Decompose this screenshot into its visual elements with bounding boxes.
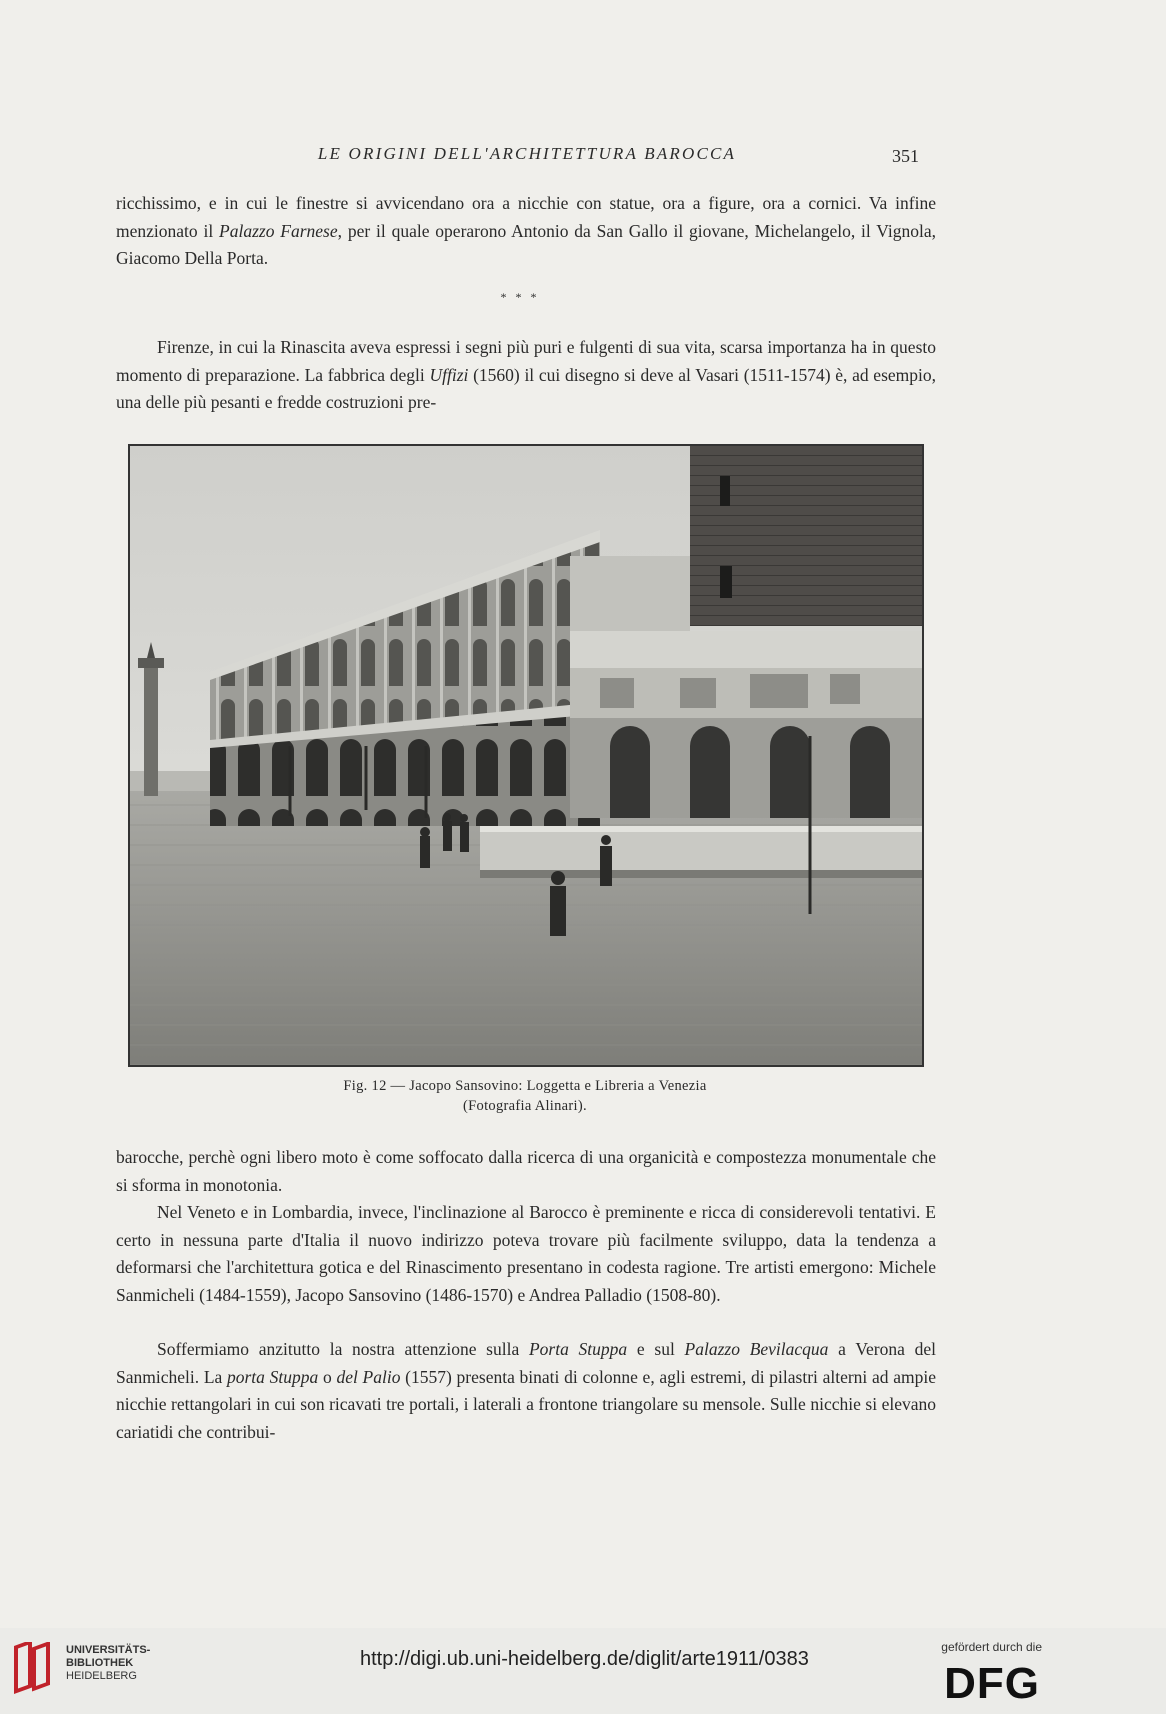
paragraph-2-text-b: (1560) il cui disegno si deve al Vasari (1511-1574) è, ad esempio, una delle più pesanti e fredde costruzioni pre- [116, 364, 937, 412]
viewer-footer [0, 1628, 1166, 1714]
paragraph-1-text-a: ricchissimo, e in cui le finestre si avvicendano ora a nicchie con statue, ora a figure, ora a cornici. Va infine menzionato il [116, 193, 936, 241]
paragraph-5-text-c: a Verona del Sanmicheli. La [116, 1339, 936, 1387]
library-name-line-2: BIBLIOTHEK [66, 1657, 134, 1669]
loggetta-libreria-photo [130, 446, 922, 1065]
library-name-line-1: UNIVERSITÄTS- [66, 1644, 151, 1656]
paragraph-5-text-d: o [318, 1366, 337, 1387]
paragraph-5-text-e: (1557) presenta binati di colonne e, agli estremi, di pilastri alterni ad ampie nicchie rettangolari in cui son ricavati tre portali, i laterali a frontone triangolare su mensole. Sulle nicchie si elevano cariatidi che contribui- [116, 1366, 936, 1442]
paragraph-5 [116, 1336, 936, 1446]
page-number: 351 [892, 146, 919, 166]
figure-caption-line-1: Fig. 12 — Jacopo Sansovino: Loggetta e Libreria a Venezia [343, 1078, 707, 1094]
section-separator: * * * [500, 290, 540, 304]
paragraph-5-text-a: Soffermiamo anzitutto la nostra attenzione sulla [157, 1339, 529, 1359]
paragraph-3: barocche, perchè ogni libero moto è come soffocato dalla ricerca di una organicità e compostezza monumentale che si sforma in monotonia. [116, 1147, 936, 1195]
permalink-url[interactable]: http://digi.ub.uni-heidelberg.de/diglit/arte1911/0383 [360, 1648, 809, 1670]
library-name-line-3: HEIDELBERG [66, 1670, 137, 1682]
figure-caption-line-2: (Fotografia Alinari). [463, 1098, 587, 1114]
university-library-logo-icon[interactable] [14, 1642, 58, 1698]
paragraph-2-text-a: Firenze, in cui la Rinascita aveva espressi i segni più puri e fulgenti di sua vita, scarsa importanza ha in questo momento di preparazione. La fabbrica degli [116, 337, 936, 385]
porta-stuppa-italic: Porta Stuppa [528, 1339, 628, 1359]
funding-note: gefördert durch die [941, 1640, 1042, 1654]
del-palio-italic: del Palio [336, 1366, 401, 1387]
figure-photograph [128, 444, 924, 1067]
library-name[interactable] [66, 1644, 150, 1683]
porta-stuppa-lower-italic: porta Stuppa [227, 1366, 319, 1387]
paragraph-5-text-b: e sul [627, 1339, 685, 1359]
paragraph-2 [116, 334, 936, 417]
uffizi-italic: Uffizi [429, 364, 469, 385]
palazzo-bevilacqua-italic: Palazzo Bevilacqua [684, 1339, 829, 1359]
dfg-logo[interactable]: DFG [944, 1659, 1040, 1708]
paragraph-1 [116, 190, 936, 273]
paragraph-4: Nel Veneto e in Lombardia, invece, l'inclinazione al Barocco è preminente e ricca di considerevoli tentativi. E certo in nessuna parte d'Italia il nuovo indirizzo poteva trovare più facilmente sviluppo, data la tendenza a deformarsi che l'architettura gotica e del Rinascimento presentano in codesta ragione. Tre artisti emergono: Michele Sanmicheli (1484-1559), Jacopo Sansovino (1486-1570) e Andrea Palladio (1508-80). [116, 1202, 936, 1305]
paragraph-1-text-b: , per il quale operarono Antonio da San Gallo il giovane, Michelangelo, il Vignola, Giacomo Della Porta. [116, 220, 936, 268]
running-title: LE ORIGINI DELL'ARCHITETTURA BAROCCA [317, 144, 737, 163]
palazzo-farnese-italic: Palazzo Farnese [219, 220, 338, 241]
